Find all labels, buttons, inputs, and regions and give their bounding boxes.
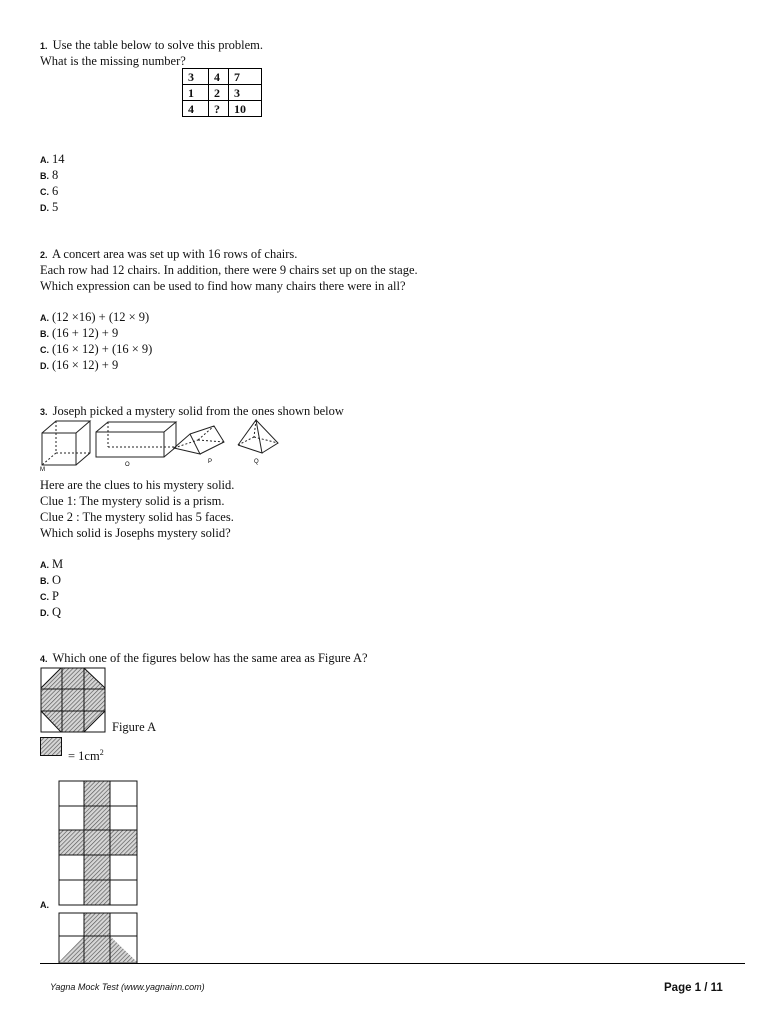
question-prompt: A concert area was set up with 16 rows of chairs. — [51, 247, 298, 261]
option-text: 14 — [52, 152, 65, 166]
unit-superscript: 2 — [99, 748, 104, 757]
option-text: Q — [52, 605, 62, 619]
rectangular-prism-solid — [96, 422, 176, 457]
question-1-line-1 — [40, 37, 263, 54]
question-number: 3 . — [40, 407, 48, 417]
option-letter: A . — [40, 560, 49, 570]
figure-a-caption: Figure A — [112, 720, 157, 734]
question-2-line-2: Each row had 12 chairs. In addition, there were 9 chairs set up on the stage. — [40, 263, 418, 277]
question-prompt: Which one of the figures below has the same area as Figure A? — [52, 651, 368, 665]
option-text: 5 — [52, 200, 59, 214]
triangular-prism-solid — [174, 426, 224, 454]
mystery-solids-figure — [38, 418, 288, 472]
option-text: 8 — [52, 168, 59, 182]
cube-solid — [42, 421, 90, 465]
footer-source: Yagna Mock Test (www.yagnainn.com) — [50, 982, 205, 992]
clue-line-4: Which solid is Josephs mystery solid? — [40, 526, 231, 540]
option-a-cross-figure — [58, 780, 140, 906]
question-2-line-3: Which expression can be used to find how many chairs there were in all? — [40, 279, 406, 293]
option-text: (16 × 12) + (16 × 9) — [52, 342, 153, 356]
option-c[interactable] — [40, 183, 58, 200]
option-b[interactable] — [40, 572, 61, 589]
option-b-figure-partial — [58, 912, 140, 964]
table-row — [183, 101, 262, 117]
question-number: 1 . — [40, 41, 48, 51]
option-a[interactable] — [40, 309, 149, 326]
question-2-line-1 — [40, 246, 297, 263]
option-d[interactable] — [40, 199, 58, 216]
pyramid-solid — [238, 420, 278, 453]
clue-line-1: Here are the clues to his mystery solid. — [40, 478, 235, 492]
unit-legend — [68, 745, 104, 764]
question-number: 4 . — [40, 654, 48, 664]
option-text: P — [52, 589, 59, 603]
option-letter: B . — [40, 576, 49, 586]
solid-label-p: P — [208, 459, 213, 465]
solid-label-o: O — [125, 462, 130, 468]
table-cell: 3 — [183, 69, 209, 85]
table-cell: ? — [209, 101, 229, 117]
unit-square — [40, 737, 62, 756]
option-letter: C . — [40, 592, 49, 602]
option-b[interactable] — [40, 325, 118, 342]
option-text: (12 ×16) + (12 × 9) — [52, 310, 150, 324]
option-letter: C . — [40, 187, 49, 197]
option-letter: B . — [40, 171, 49, 181]
table-cell: 3 — [229, 85, 262, 101]
option-text: 6 — [52, 184, 59, 198]
clue-line-3: Clue 2 : The mystery solid has 5 faces. — [40, 510, 234, 524]
option-b[interactable] — [40, 167, 58, 184]
option-letter: A . — [40, 900, 49, 910]
option-letter: C . — [40, 345, 49, 355]
page-number: Page 1 / 11 — [664, 982, 723, 994]
question-4-line-1 — [40, 650, 368, 667]
solid-label-m: M — [40, 467, 45, 473]
table-cell: 4 — [183, 101, 209, 117]
option-a[interactable] — [40, 896, 52, 913]
option-letter: D . — [40, 361, 49, 371]
table-row — [183, 69, 262, 85]
clue-line-2: Clue 1: The mystery solid is a prism. — [40, 494, 225, 508]
option-d[interactable] — [40, 604, 61, 621]
option-letter: A . — [40, 313, 49, 323]
unit-text: = 1cm — [68, 749, 100, 764]
table-cell: 7 — [229, 69, 262, 85]
option-a[interactable] — [40, 151, 65, 168]
number-table — [182, 68, 262, 117]
option-letter: B . — [40, 329, 49, 339]
table-cell: 10 — [229, 101, 262, 117]
question-1-line-2: What is the missing number? — [40, 54, 186, 68]
option-a[interactable] — [40, 556, 63, 573]
question-prompt: Joseph picked a mystery solid from the ones shown below — [52, 404, 344, 418]
option-text: M — [52, 557, 64, 571]
cross-shaded-cells — [59, 781, 137, 905]
option-text: (16 + 12) + 9 — [52, 326, 119, 340]
option-text: O — [52, 573, 62, 587]
table-cell: 2 — [209, 85, 229, 101]
option-letter: A . — [40, 155, 49, 165]
option-letter: D . — [40, 203, 49, 213]
option-text: (16 × 12) + 9 — [52, 358, 119, 372]
question-prompt: Use the table below to solve this problem. — [52, 38, 264, 52]
figure-a-octagon — [40, 667, 106, 733]
table-cell: 4 — [209, 69, 229, 85]
table-cell: 1 — [183, 85, 209, 101]
footer-divider — [40, 963, 745, 964]
question-number: 2 . — [40, 250, 48, 260]
option-letter: D . — [40, 608, 49, 618]
option-c[interactable] — [40, 341, 152, 358]
solid-label-q: Q — [254, 459, 259, 465]
option-d[interactable] — [40, 357, 118, 374]
table-row — [183, 85, 262, 101]
option-c[interactable] — [40, 588, 59, 605]
